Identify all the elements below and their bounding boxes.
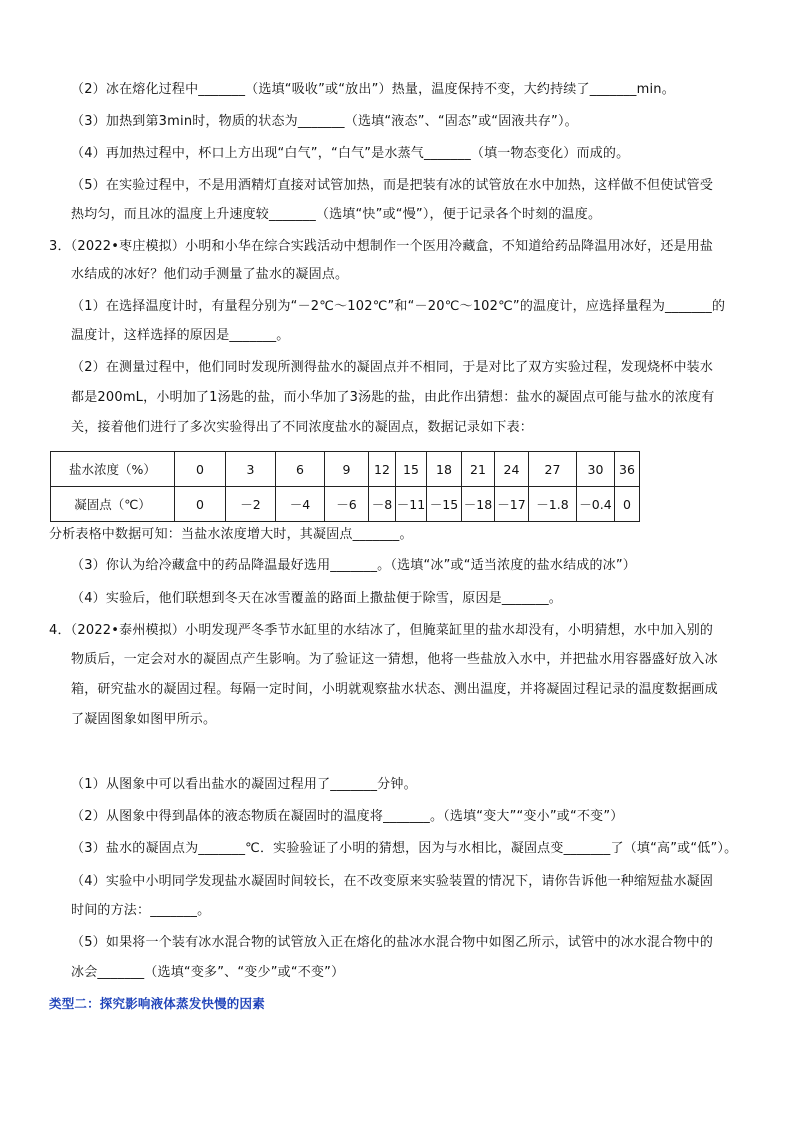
table-cell: －11 — [396, 487, 427, 522]
salt-water-data-table — [50, 451, 640, 522]
q4-intro-line2: 物质后，一定会对水的凝固点产生影响。为了验证这一猜想，他将一些盐放入水中，并把盐水用容器盛好放入冰 — [71, 652, 718, 667]
table-cell: 0 — [175, 487, 226, 522]
q4-part3: （3）盐水的凝固点为_______℃．实验验证了小明的猜想，因为与水相比，凝固点变_______了（填“高”或“低”）。 — [71, 841, 738, 856]
q4-intro-line1: 4．（2022•泰州模拟）小明发现严冬季节水缸里的水结冰了，但腌菜缸里的盐水却没有，小明猜想，水中加入别的 — [49, 623, 714, 638]
table-row-concentration — [51, 452, 640, 487]
row-label-freezing-point: 凝固点（℃） — [51, 487, 175, 522]
table-cell: 12 — [369, 452, 396, 487]
q4-intro-line3: 箱，研究盐水的凝固过程。每隔一定时间，小明就观察盐水状态、测出温度，并将凝固过程记录的温度数据画成 — [71, 682, 718, 697]
q3-part1-line2: 温度计，这样选择的原因是_______。 — [71, 328, 290, 343]
table-cell: 30 — [577, 452, 615, 487]
table-cell: 6 — [276, 452, 325, 487]
q4-part1: （1）从图象中可以看出盐水的凝固过程用了_______分钟。 — [71, 777, 417, 792]
q3-part2-line1: （2）在测量过程中，他们同时发现所测得盐水的凝固点并不相同，于是对比了双方实验过程，发现烧杯中装水 — [71, 360, 714, 375]
q3-part3: （3）你认为给冷藏盒中的药品降温最好选用_______。（选填“冰”或“适当浓度的盐水结成的冰”） — [71, 558, 637, 573]
q3-analysis: 分析表格中数据可知：当盐水浓度增大时，其凝固点_______。 — [49, 527, 413, 542]
table-cell: 15 — [396, 452, 427, 487]
q2-part5-line2: 热均匀，而且冰的温度上升速度较_______（选填“快”或“慢”），便于记录各个时刻的温度。 — [71, 207, 602, 222]
q2-part5-line1: （5）在实验过程中，不是用酒精灯直接对试管加热，而是把装有冰的试管放在水中加热，这样做不但使试管受 — [71, 178, 714, 193]
q2-part3: （3）加热到第3min时，物质的状态为_______（选填“液态”、“固态”或“固液共存”）。 — [71, 114, 578, 129]
q3-intro-line1: 3．（2022•枣庄模拟）小明和小华在综合实践活动中想制作一个医用冷藏盒，不知道给药品降温用冰好，还是用盐 — [49, 239, 714, 254]
table-cell: 0 — [175, 452, 226, 487]
q3-part4: （4）实验后，他们联想到冬天在冰雪覆盖的路面上撒盐便于除雪，原因是_______。 — [71, 591, 562, 606]
table-cell: 36 — [615, 452, 640, 487]
table-row-freezing-point — [51, 487, 640, 522]
q4-part4-line2: 时间的方法：_______。 — [71, 903, 211, 918]
table-cell: 27 — [529, 452, 577, 487]
q2-part2: （2）冰在熔化过程中_______（选填“吸收”或“放出”）热量，温度保持不变，大约持续了_______min。 — [71, 82, 675, 97]
table-cell: －4 — [276, 487, 325, 522]
q4-part2: （2）从图象中得到晶体的液态物质在凝固时的温度将_______。（选填“变大”“变小”或“不变”） — [71, 809, 624, 824]
table-cell: 21 — [462, 452, 495, 487]
table-cell: －18 — [462, 487, 495, 522]
table-cell: －0.4 — [577, 487, 615, 522]
q3-part2-line3: 关，接着他们进行了多次实验得出了不同浓度盐水的凝固点，数据记录如下表： — [71, 420, 534, 435]
table-cell: 3 — [226, 452, 276, 487]
table-cell: －15 — [427, 487, 462, 522]
q3-intro-line2: 水结成的冰好？他们动手测量了盐水的凝固点。 — [71, 267, 349, 282]
q4-intro-line4: 了凝固图象如图甲所示。 — [71, 712, 217, 727]
table-cell: 24 — [495, 452, 529, 487]
table-cell: 0 — [615, 487, 640, 522]
table-cell: 18 — [427, 452, 462, 487]
q3-part2-line2: 都是200mL，小明加了1汤匙的盐，而小华加了3汤匙的盐，由此作出猜想：盐水的凝固点可能与盐水的浓度有 — [71, 390, 715, 405]
table-cell: －2 — [226, 487, 276, 522]
q3-part1-line1: （1）在选择温度计时，有量程分别为“－2℃～102℃”和“－20℃～102℃”的温度计，应选择量程为_______的 — [71, 299, 726, 314]
table-cell: 9 — [325, 452, 369, 487]
section-heading-type2: 类型二：探究影响液体蒸发快慢的因素 — [49, 996, 265, 1011]
q4-part5-line1: （5）如果将一个装有冰水混合物的试管放入正在熔化的盐冰水混合物中如图乙所示，试管中的冰水混合物中的 — [71, 935, 714, 950]
table-cell: －1.8 — [529, 487, 577, 522]
table-cell: －6 — [325, 487, 369, 522]
row-label-concentration: 盐水浓度（%） — [51, 452, 175, 487]
table-cell: －17 — [495, 487, 529, 522]
q2-part4: （4）再加热过程中，杯口上方出现“白气”，“白气”是水蒸气_______（填一物态变化）而成的。 — [71, 146, 630, 161]
table-cell: －8 — [369, 487, 396, 522]
q4-part5-line2: 冰会_______（选填“变多”、“变少”或“不变”） — [71, 965, 345, 980]
q4-part4-line1: （4）实验中小明同学发现盐水凝固时间较长，在不改变原来实验装置的情况下，请你告诉他一种缩短盐水凝固 — [71, 874, 714, 889]
